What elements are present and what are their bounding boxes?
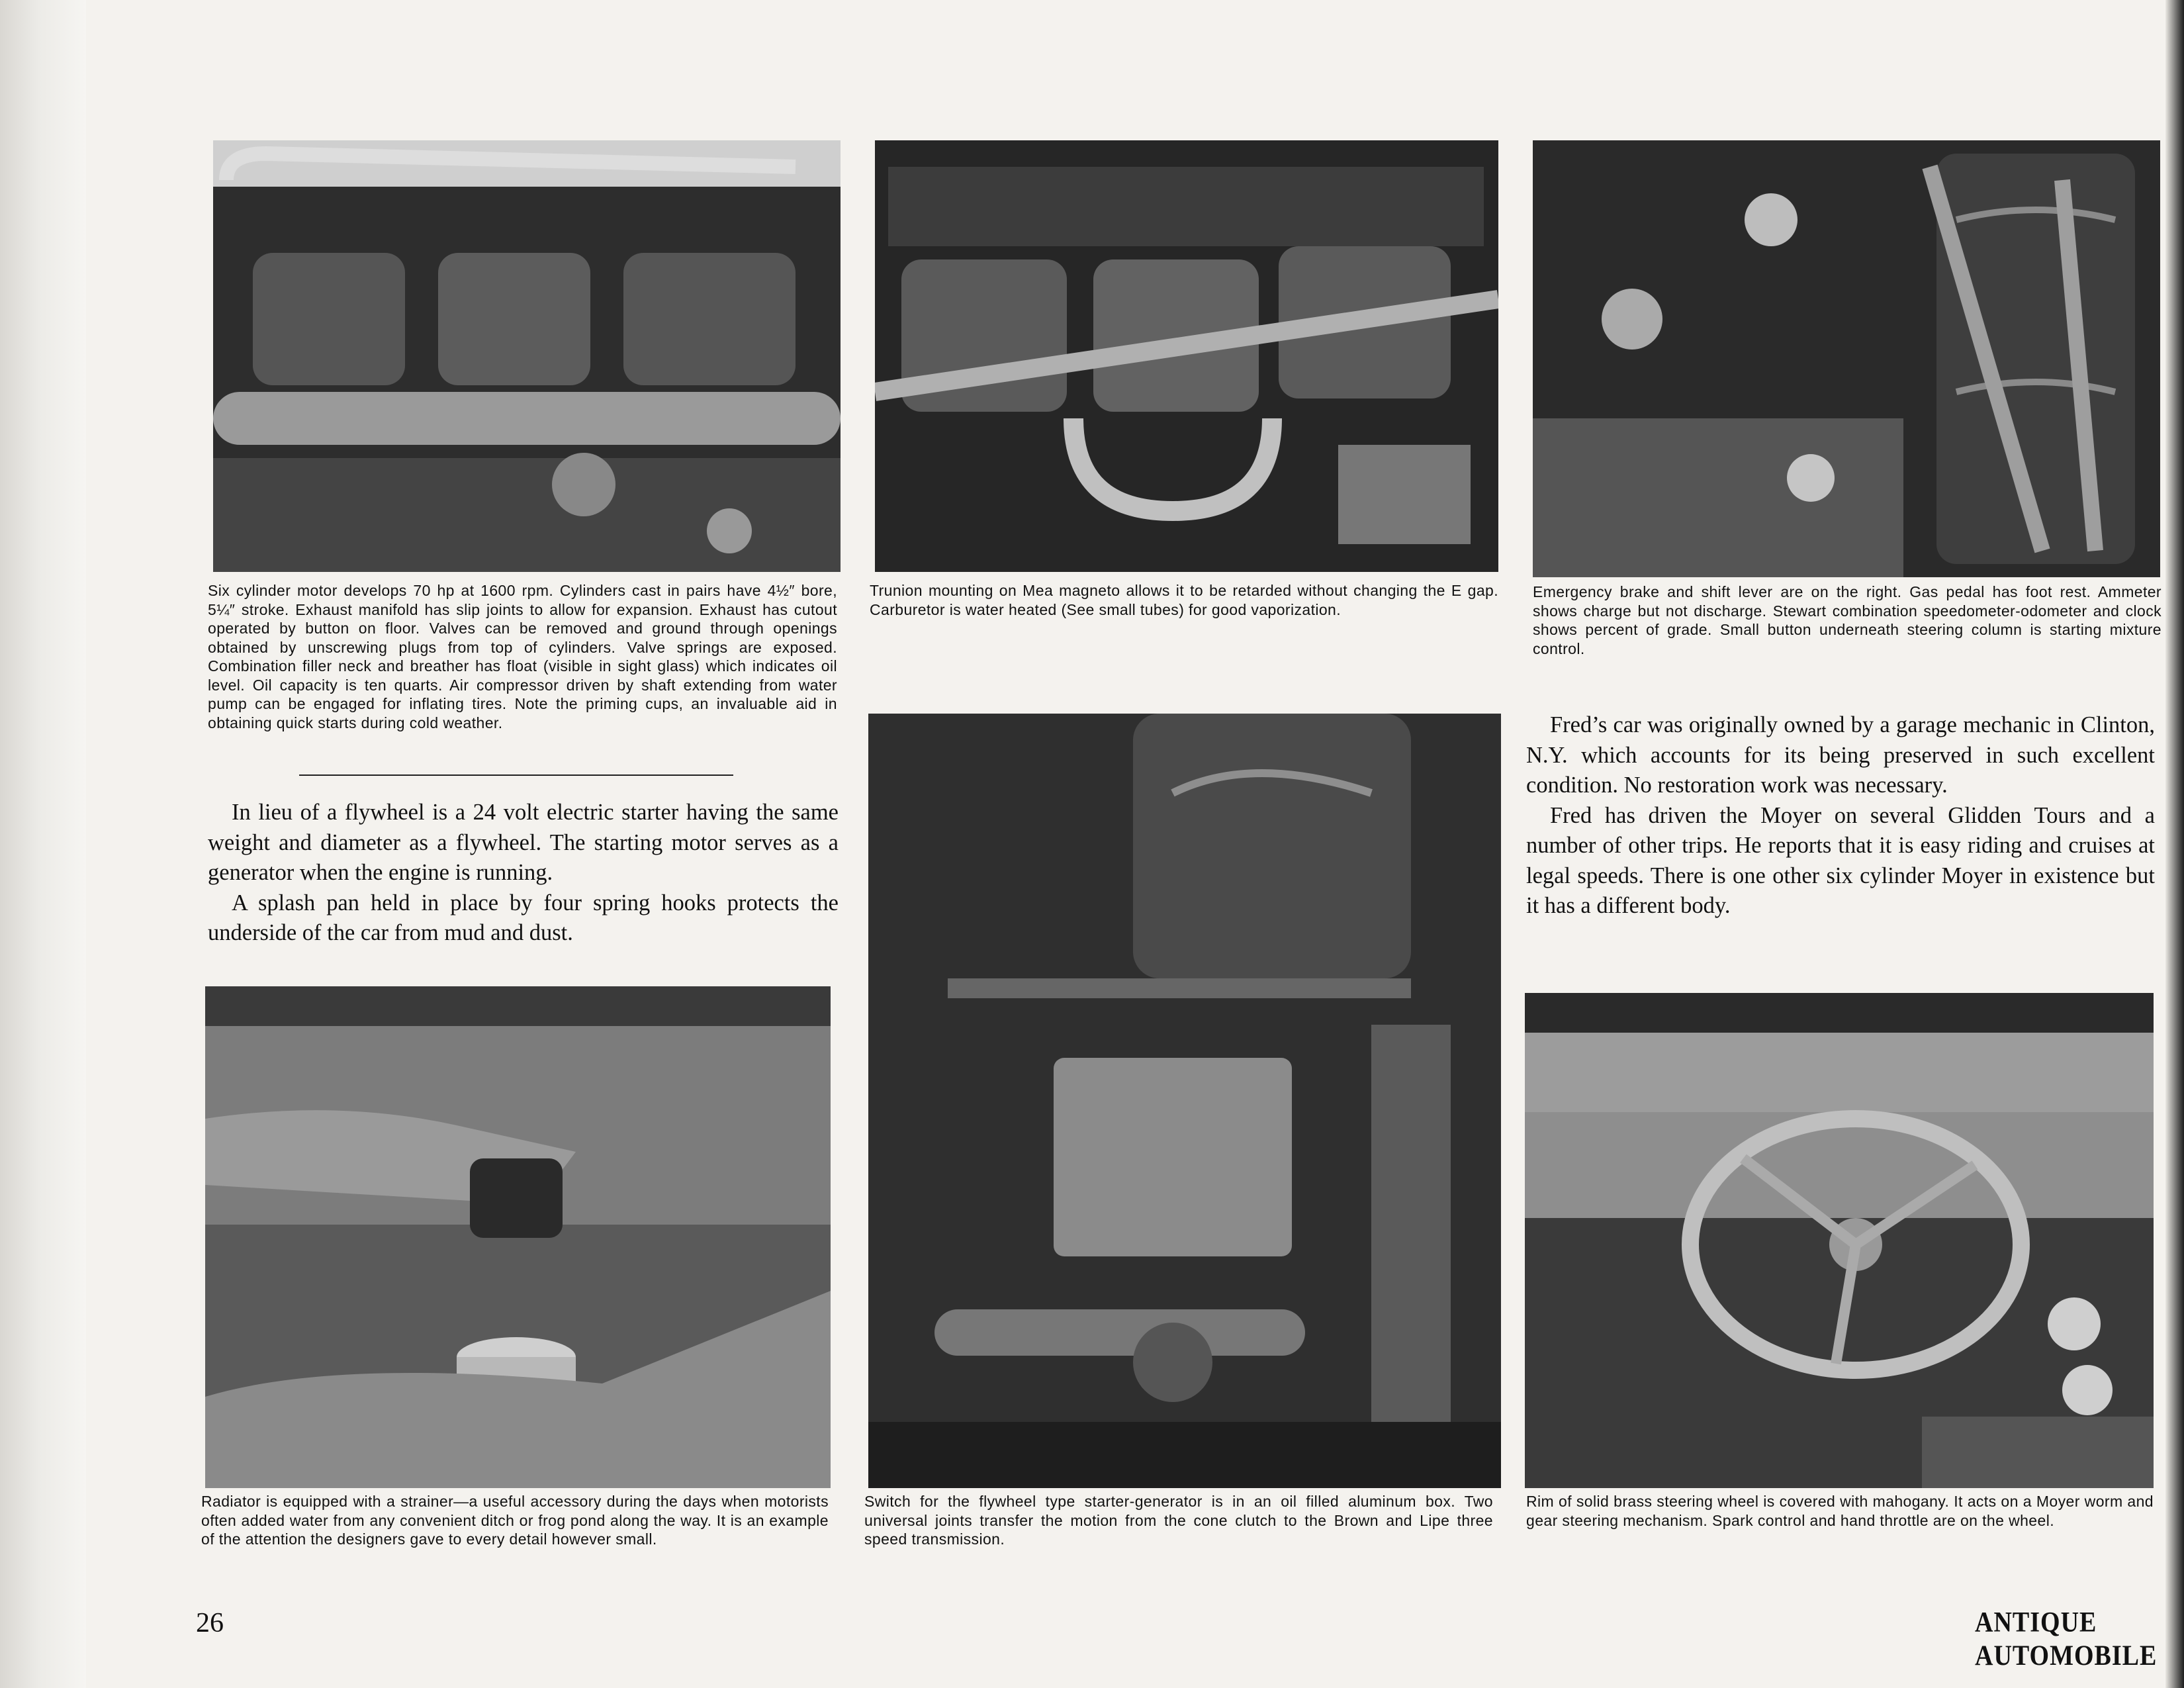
- page-edge-shadow: [2165, 0, 2184, 1688]
- article-paragraph: In lieu of a flywheel is a 24 volt electric starter having the same weight and diameter as a flywheel. The starting motor serves as a generator when the engine is running.: [208, 800, 839, 885]
- photo-floor-pedals: [1533, 140, 2160, 577]
- photo-steering-wheel: [1525, 993, 2154, 1488]
- photo-radiator-strainer: [205, 986, 831, 1488]
- caption-engine-right: Trunion mounting on Mea magneto allows it to be retarded without changing the E gap. Carburetor is water heated (See small tubes) for good vaporization.: [870, 582, 1498, 618]
- section-divider: [299, 774, 733, 776]
- photo-engine-left: [213, 140, 841, 572]
- caption-radiator: Radiator is equipped with a strainer—a useful accessory during the days when motorists often added water from any convenient ditch or frog pond along the way. It is an example of the attention the designers gave to every detail however small.: [201, 1493, 829, 1548]
- caption-switch: Switch for the flywheel type starter-generator is in an oil filled aluminum box. Two universal joints transfer the motion from the cone clutch to the Brown and Lipe three speed transmission.: [864, 1493, 1493, 1548]
- article-left-column: [208, 798, 839, 949]
- photo-starter-switch: [868, 714, 1501, 1488]
- article-paragraph: Fred has driven the Moyer on several Glidden Tours and a number of other trips. He reports that it is easy riding and cruises at legal speeds. There is one other six cylinder Moyer in existence but it has a different body.: [1526, 802, 2155, 918]
- article-right-column: [1526, 710, 2155, 921]
- page-binding-shadow: [0, 0, 86, 1688]
- photo-engine-right: [875, 140, 1498, 572]
- magazine-title: ANTIQUE AUTOMOBILE: [1975, 1606, 2158, 1672]
- caption-wheel: Rim of solid brass steering wheel is covered with mahogany. It acts on a Moyer worm and gear steering mechanism. Spark control and hand throttle are on the wheel.: [1526, 1493, 2154, 1529]
- article-paragraph: Fred’s car was originally owned by a garage mechanic in Clinton, N.Y. which accounts for its being preserved in such excellent condition. No restoration work was necessary.: [1526, 712, 2155, 798]
- article-paragraph: A splash pan held in place by four spring hooks protects the underside of the car from mud and dust.: [208, 890, 839, 945]
- page-number: 26: [196, 1608, 224, 1638]
- caption-engine-left: Six cylinder motor develops 70 hp at 1600 rpm. Cylinders cast in pairs have 4½″ bore, 5¼″ stroke. Exhaust manifold has slip joints to allow for expansion. Exhaust has cutout operated by button on floor. Valves can be removed and ground through openings obtained by unscrewing plugs from top of cylinders. Valve springs are exposed. Combination filler neck and breather has float (visible in sight glass) which indicates oil level. Oil capacity is ten quarts. Air compressor driven by shaft extending from water pump can be engaged for inflating tires. Note the priming cups, an invaluable aid in obtaining quick starts during cold weather.: [208, 582, 837, 731]
- caption-floor: Emergency brake and shift lever are on the right. Gas pedal has foot rest. Ammeter shows charge but not discharge. Stewart combination speedometer-odometer and clock shows percent of grade. Small button underneath steering column is starting mixture control.: [1533, 583, 2161, 657]
